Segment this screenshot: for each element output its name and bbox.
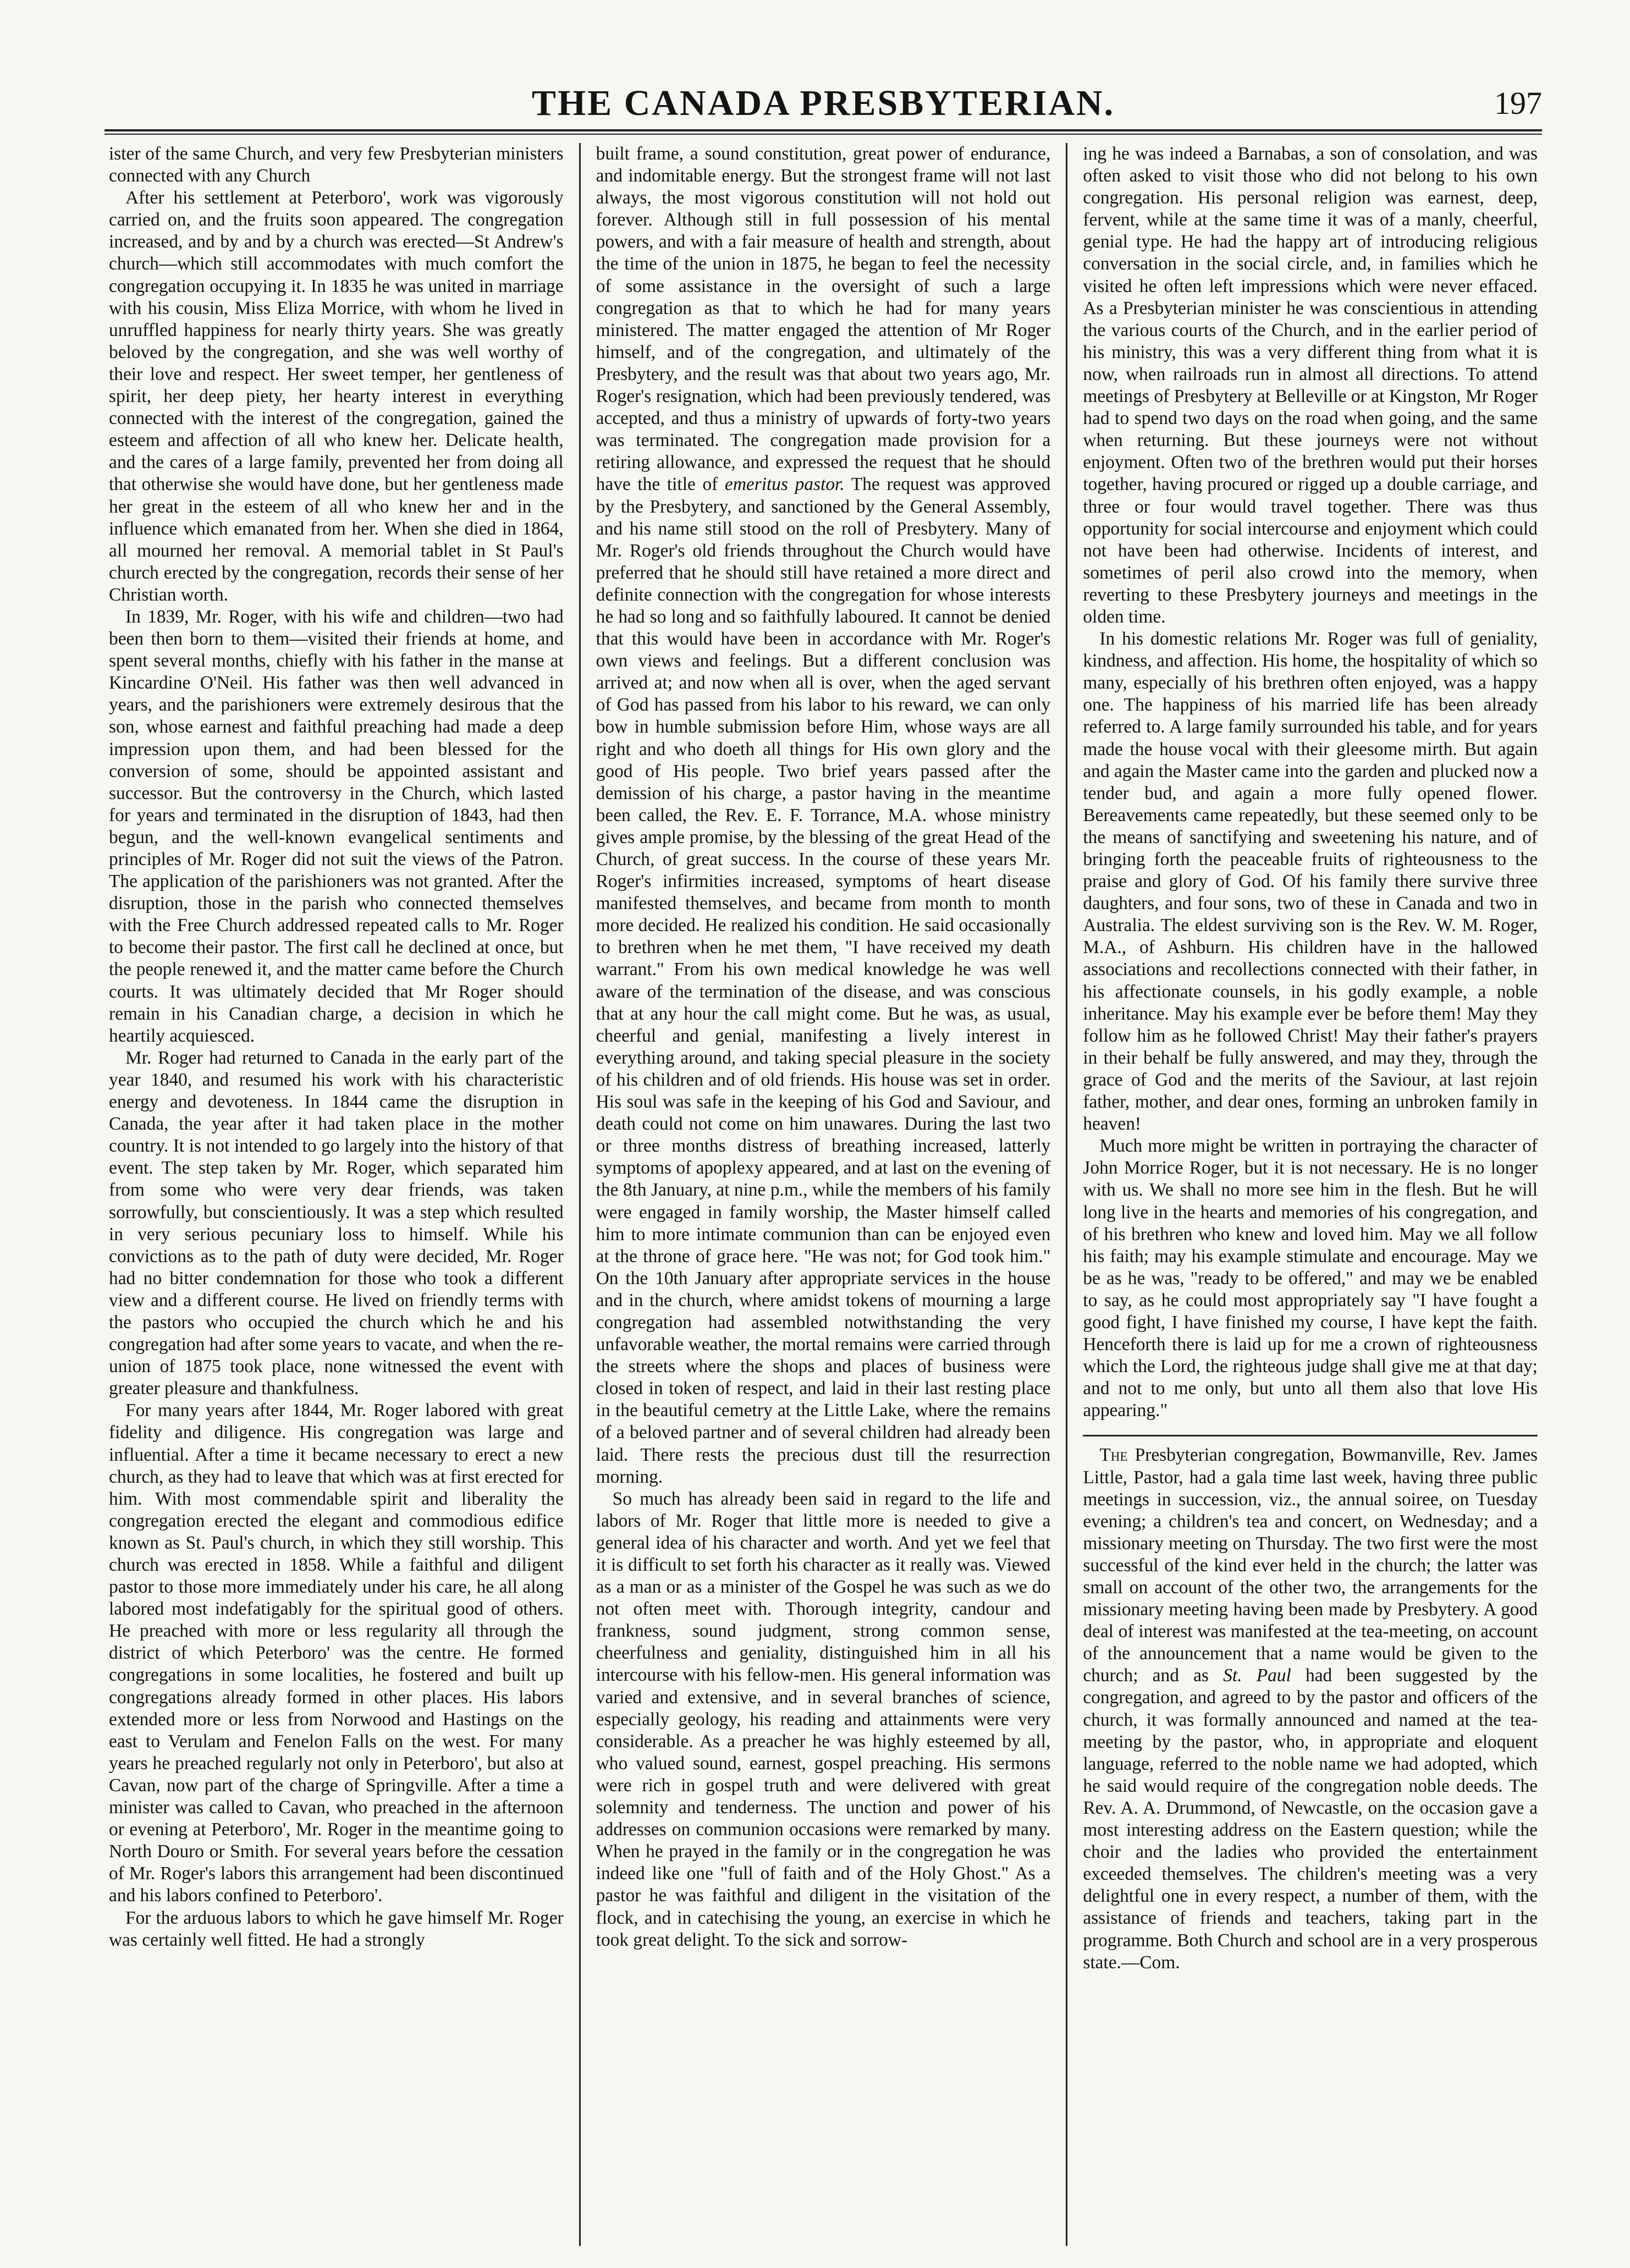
page-number: 197 — [1494, 85, 1542, 121]
article-divider — [1083, 1435, 1538, 1436]
paragraph: After his settlement at Peterboro', work was vigorously carried on, and the fruits soon appeared. The congregation increased, and by and by a church was erected—St Andrew's church—which still accommodates with much comfort the congregation occupying it. In 1835 he was united in marriage with his cousin, Miss Eliza Morrice, with whom he lived in unruffled happiness for nearly thirty years. She was greatly beloved by the congregation, and she was well worthy of their love and respect. Her sweet temper, her gentleness of spirit, her deep piety, her hearty interest in everything connected with the interest of the congregation, gained the esteem and affection of all who knew her. Delicate health, and the cares of a large family, prevented her from doing all that otherwise she would have done, but her gentleness made her great in the esteem of all who knew her and in the influence which emanated from her. When she died in 1864, all mourned her removal. A memorial tablet in St Paul's church erected by the congregation, records their sense of her Christian worth. — [109, 188, 564, 605]
paragraph: For many years after 1844, Mr. Roger labored with great fidelity and diligence. His congregation was large and influential. After a time it became necessary to erect a new church, as they had to leave that which was at first erected for him. With most commendable spirit and liberality the congregation erected the elegant and commodious edifice known as St. Paul's church, in which they still worship. This church was erected in 1858. While a faithful and diligent pastor to those more immediately under his care, he all along labored most indefatigably for the spiritual good of others. He preached with more or less regularity all through the district of which Peterboro' was the centre. He formed congregations in some localities, he fostered and built up congregations already formed in other places. His labors extended more or less from Norwood and Hastings on the east to Verulam and Fenelon Falls on the west. For many years he preached regularly not only in Peterboro', but also at Cavan, now part of the charge of Springville. After a time a minister was called to Cavan, who preached in the afternoon or evening at Peterboro', Mr. Roger in the meantime going to North Douro or Smith. For several years before the cessation of Mr. Roger's labors this arrangement had been discontinued and his labors confined to Peterboro'. — [109, 1400, 564, 1906]
paragraph: In 1839, Mr. Roger, with his wife and children—two had been then born to them—visited their friends at home, and spent several months, chiefly with his father in the manse at Kincardine O'Neil. His father was then well advanced in years, and the parishioners were extremely desirous that the son, whose earnest and faithful preaching had made a deep impression upon them, and had been blessed for the conversion of some, should be appointed assistant and successor. But the controversy in the Church, which lasted for years and terminated in the disruption of 1843, had then begun, and the well-known evangelical sentiments and principles of Mr. Roger did not suit the views of the Patron. The application of the parishioners was not granted. After the disruption, those in the parish who connected themselves with the Free Church addressed repeated calls to Mr. Roger to become their pastor. The first call he declined at once, but the people renewed it, and the matter came before the Church courts. It was ultimately decided that Mr Roger should remain in his Canadian charge, a decision in which he heartily acquiesced. — [109, 606, 564, 1046]
paragraph: Much more might be written in portraying the character of John Morrice Roger, but it is not necessary. He is no longer with us. We shall no more see him in the flesh. But he will long live in the hearts and memories of his congregation, and of his brethren who knew and loved him. May we all follow his faith; may his example stimulate and encourage. May we be as he was, "ready to be offered," and may we be enabled to say, as he could most appropriately say "I have fought a good fight, I have finished my course, I have kept the faith. Henceforth there is laid up for me a crown of righteousness which the Lord, the righteous judge shall give me at that day; and not to me only, but unto all them also that love His appearing." — [1083, 1136, 1538, 1421]
news-item — [1083, 1444, 1538, 1973]
text-columns — [104, 143, 1542, 2246]
paragraph: In his domestic relations Mr. Roger was full of geniality, kindness, and affection. His home, the hospitality of which so many, especially of his brethren often enjoyed, was a happy one. The happiness of his married life has been already referred to. A large family surrounded his table, and for years made the house vocal with their gleesome mirth. But again and again the Master came into the garden and plucked now a tender bud, and again a more fully opened flower. Bereavements came repeatedly, but these seemed only to be the means of sanctifying and sweetening his nature, and of bringing forth the peaceable fruits of righteousness to the praise and glory of God. Of his family there survive three daughters, and four sons, two of these in Canada and two in Australia. The eldest surviving son is the Rev. W. M. Roger, M.A., of Ashburn. His children have in the hallowed associations and recollections connected with their father, in his affectionate counsels, in his godly example, a noble inheritance. May his example ever be before them! May they follow him as he followed Christ! May their father's prayers in their behalf be fully answered, and may they, through the grace of God and the merits of the Saviour, at last rejoin father, mother, and dear ones, forming an unbroken family in heaven! — [1083, 629, 1538, 1135]
page-header — [104, 82, 1542, 126]
paragraph — [596, 143, 1051, 1488]
paragraph-text: had been suggested by the congregation, and agreed to by the pastor and officers of the church, it was formally announced and named at the tea-meeting by the pastor, who, in appropriate and eloquent language, referred to the noble name we had adopted, which he said would require of the congregation noble deeds. The Rev. A. A. Drummond, of Newcastle, on the occasion gave a most interesting address on the Eastern question; while the choir and the ladies who provided the entertainment exceeded themselves. The children's meeting was a very delightful one in every respect, a number of them, with the assistance of friends and teachers, taking part in the programme. Both Church and school are in a very prosperous state.—Com. — [1083, 1665, 1538, 1973]
italic-term: emeritus pastor. — [725, 474, 845, 495]
column-3 — [1066, 143, 1542, 2246]
paragraph: For the arduous labors to which he gave himself Mr. Roger was certainly well fitted. He had a strongly — [109, 1907, 564, 1950]
header-rule — [104, 129, 1542, 135]
paragraph-text: built frame, a sound constitution, great power of endurance, and indomitable energy. But the strongest frame will not last always, the most vigorous constitution will not hold out forever. Although still in full possession of his mental powers, and with a fair measure of health and strength, about the time of the union in 1875, he began to feel the necessity of some assistance in the oversight of such a large congregation as that to which he had for many years ministered. The matter engaged the attention of Mr Roger himself, and of the congregation, and ultimately of the Presbytery, and the result was that about two years ago, Mr. Roger's resignation, which had been previously tendered, was accepted, and thus a ministry of upwards of forty-two years was terminated. The congregation made provision for a retiring allowance, and expressed the request that he should have the title of — [596, 144, 1051, 495]
column-1 — [104, 143, 579, 2246]
paragraph-text: The request was approved by the Presbytery, and sanctioned by the General Assembly, and his name still stood on the roll of Presbytery. Many of Mr. Roger's old friends throughout the Church would have preferred that he should still have retained a more direct and definite connection with the congregation for whose interests he had so long and so faithfully laboured. It cannot be denied that this would have been in accordance with Mr. Roger's own views and feelings. But a different conclusion was arrived at; and now when all is over, when the aged servant of God has passed from his labor to his reward, we can only bow in humble submission before Him, whose ways are all right and who doeth all things for His own glory and the good of His people. Two brief years passed after the demission of his charge, a pastor having in the meantime been called, the Rev. E. F. Torrance, M.A. whose ministry gives ample promise, by the blessing of the great Head of the Church, of great success. In the course of these years Mr. Roger's infirmities increased, symptoms of heart disease manifested themselves, and became from month to month more decided. He realized his condition. He said occasionally to brethren when he met them, "I have received my death warrant." From his own medical knowledge he was well aware of the termination of the disease, and was conscious that at any hour the call might come. But he was, as usual, cheerful and genial, manifesting a lively interest in everything around, and taking special pleasure in the society of his children and of old friends. His house was set in order. His soul was safe in the keeping of his God and Saviour, and death could not come on him unawares. During the last two or three months distress of breathing increased, latterly symptoms of apoplexy appeared, and at last on the evening of the 8th January, at nine p.m., while the members of his family were engaged in family worship, the Master himself called him to more intimate communion than can be enjoyed even at the throne of grace here. "He was not; for God took him." On the 10th January after appropriate services in the house and in the church, where amidst tokens of mourning a large congregation had assembled notwithstanding the very unfavorable weather, the mortal remains were carried through the streets where the shops and places of business were closed in token of respect, and laid in their last resting place in the beautiful cemetry at the Little Lake, where the remains of a beloved partner and of several children had already been laid. There rests the precious dust till the resurrection morning. — [596, 474, 1051, 1487]
paragraph: Mr. Roger had returned to Canada in the early part of the year 1840, and resumed his work with his characteristic energy and devoteness. In 1844 came the disruption in Canada, the year after it had taken place in the mother country. It is not intended to go largely into the history of that event. The step taken by Mr. Roger, which separated him from some who were very dear friends, was taken sorrowfully, but conscientiously. It was a step which resulted in very serious pecuniary loss to himself. While his convictions as to the path of duty were decided, Mr. Roger had no bitter condemnation for those who took a different view and a different course. He lived on friendly terms with the pastors who occupied the church which he and his congregation had after some years to vacate, and when the re-union of 1875 took place, none witnessed the event with greater pleasure and thankfulness. — [109, 1047, 564, 1399]
lead-word: The — [1099, 1445, 1128, 1466]
paragraph: So much has already been said in regard to the life and labors of Mr. Roger that little more is needed to give a general idea of his character and worth. And yet we feel that it is difficult to set forth his character as it really was. Viewed as a man or as a minister of the Gospel he was such as we do not often meet with. Thorough integrity, candour and frankness, sound judgment, strong common sense, cheerfulness and geniality, distinguished him in all his intercourse with his fellow-men. His general information was varied and extensive, and in several branches of science, especially geology, his reading and attainments were very considerable. As a preacher he was highly esteemed by all, who valued sound, earnest, gospel preaching. His sermons were rich in gospel truth and were delivered with great solemnity and tenderness. The unction and power of his addresses on communion occasions were remarked by many. When he prayed in the family or in the congregation he was indeed like one "full of faith and of the Holy Ghost." As a pastor he was faithful and diligent in the visitation of the flock, and in catechising the young, an exercise in which he took great delight. To the sick and sorrow- — [596, 1488, 1051, 1950]
column-2 — [579, 143, 1066, 2246]
paragraph: ing he was indeed a Barnabas, a son of consolation, and was often asked to visit those who did not belong to his own congregation. His personal religion was earnest, deep, fervent, while at the same time it was of a manly, cheerful, genial type. He had the happy art of introducing religious conversation in the social circle, and, in families which he visited he often left impressions which were never effaced. As a Presbyterian minister he was conscientious in attending the various courts of the Church, and in the earlier period of his ministry, this was a very different thing from what it is now, when railroads run in almost all directions. To attend meetings of Presbytery at Belleville or at Kingston, Mr Roger had to spend two days on the road when going, and the same when returning. But these journeys were not without enjoyment. Often two of the brethren would put their horses together, having procured or rigged up a double carriage, and three or four would travel together. There was thus opportunity for social intercourse and enjoyment which could not have been had otherwise. Incidents of interest, and sometimes of peril also crowd into the memory, when reverting to these Presbytery journeys and meetings in the olden time. — [1083, 144, 1538, 627]
italic-term: St. Paul — [1223, 1665, 1291, 1686]
paragraph-text: Presbyterian congregation, Bowmanville, Rev. James Little, Pastor, had a gala time last week, having three public meetings in succession, viz., the annual soiree, on Tuesday evening; a children's tea and concert, on Wednesday; and a missionary meeting on Thursday. The two first were the most successful of the kind ever held in the church; the latter was small on account of the other two, the arrangements for the missionary meeting having been made by Presbytery. A good deal of interest was manifested at the tea-meeting, on account of the announcement that a name would be given to the church; and as — [1083, 1445, 1538, 1686]
journal-title: THE CANADA PRESBYTERIAN. — [531, 83, 1115, 123]
paragraph: ister of the same Church, and very few Presbyterian ministers connected with any Church — [109, 144, 564, 186]
